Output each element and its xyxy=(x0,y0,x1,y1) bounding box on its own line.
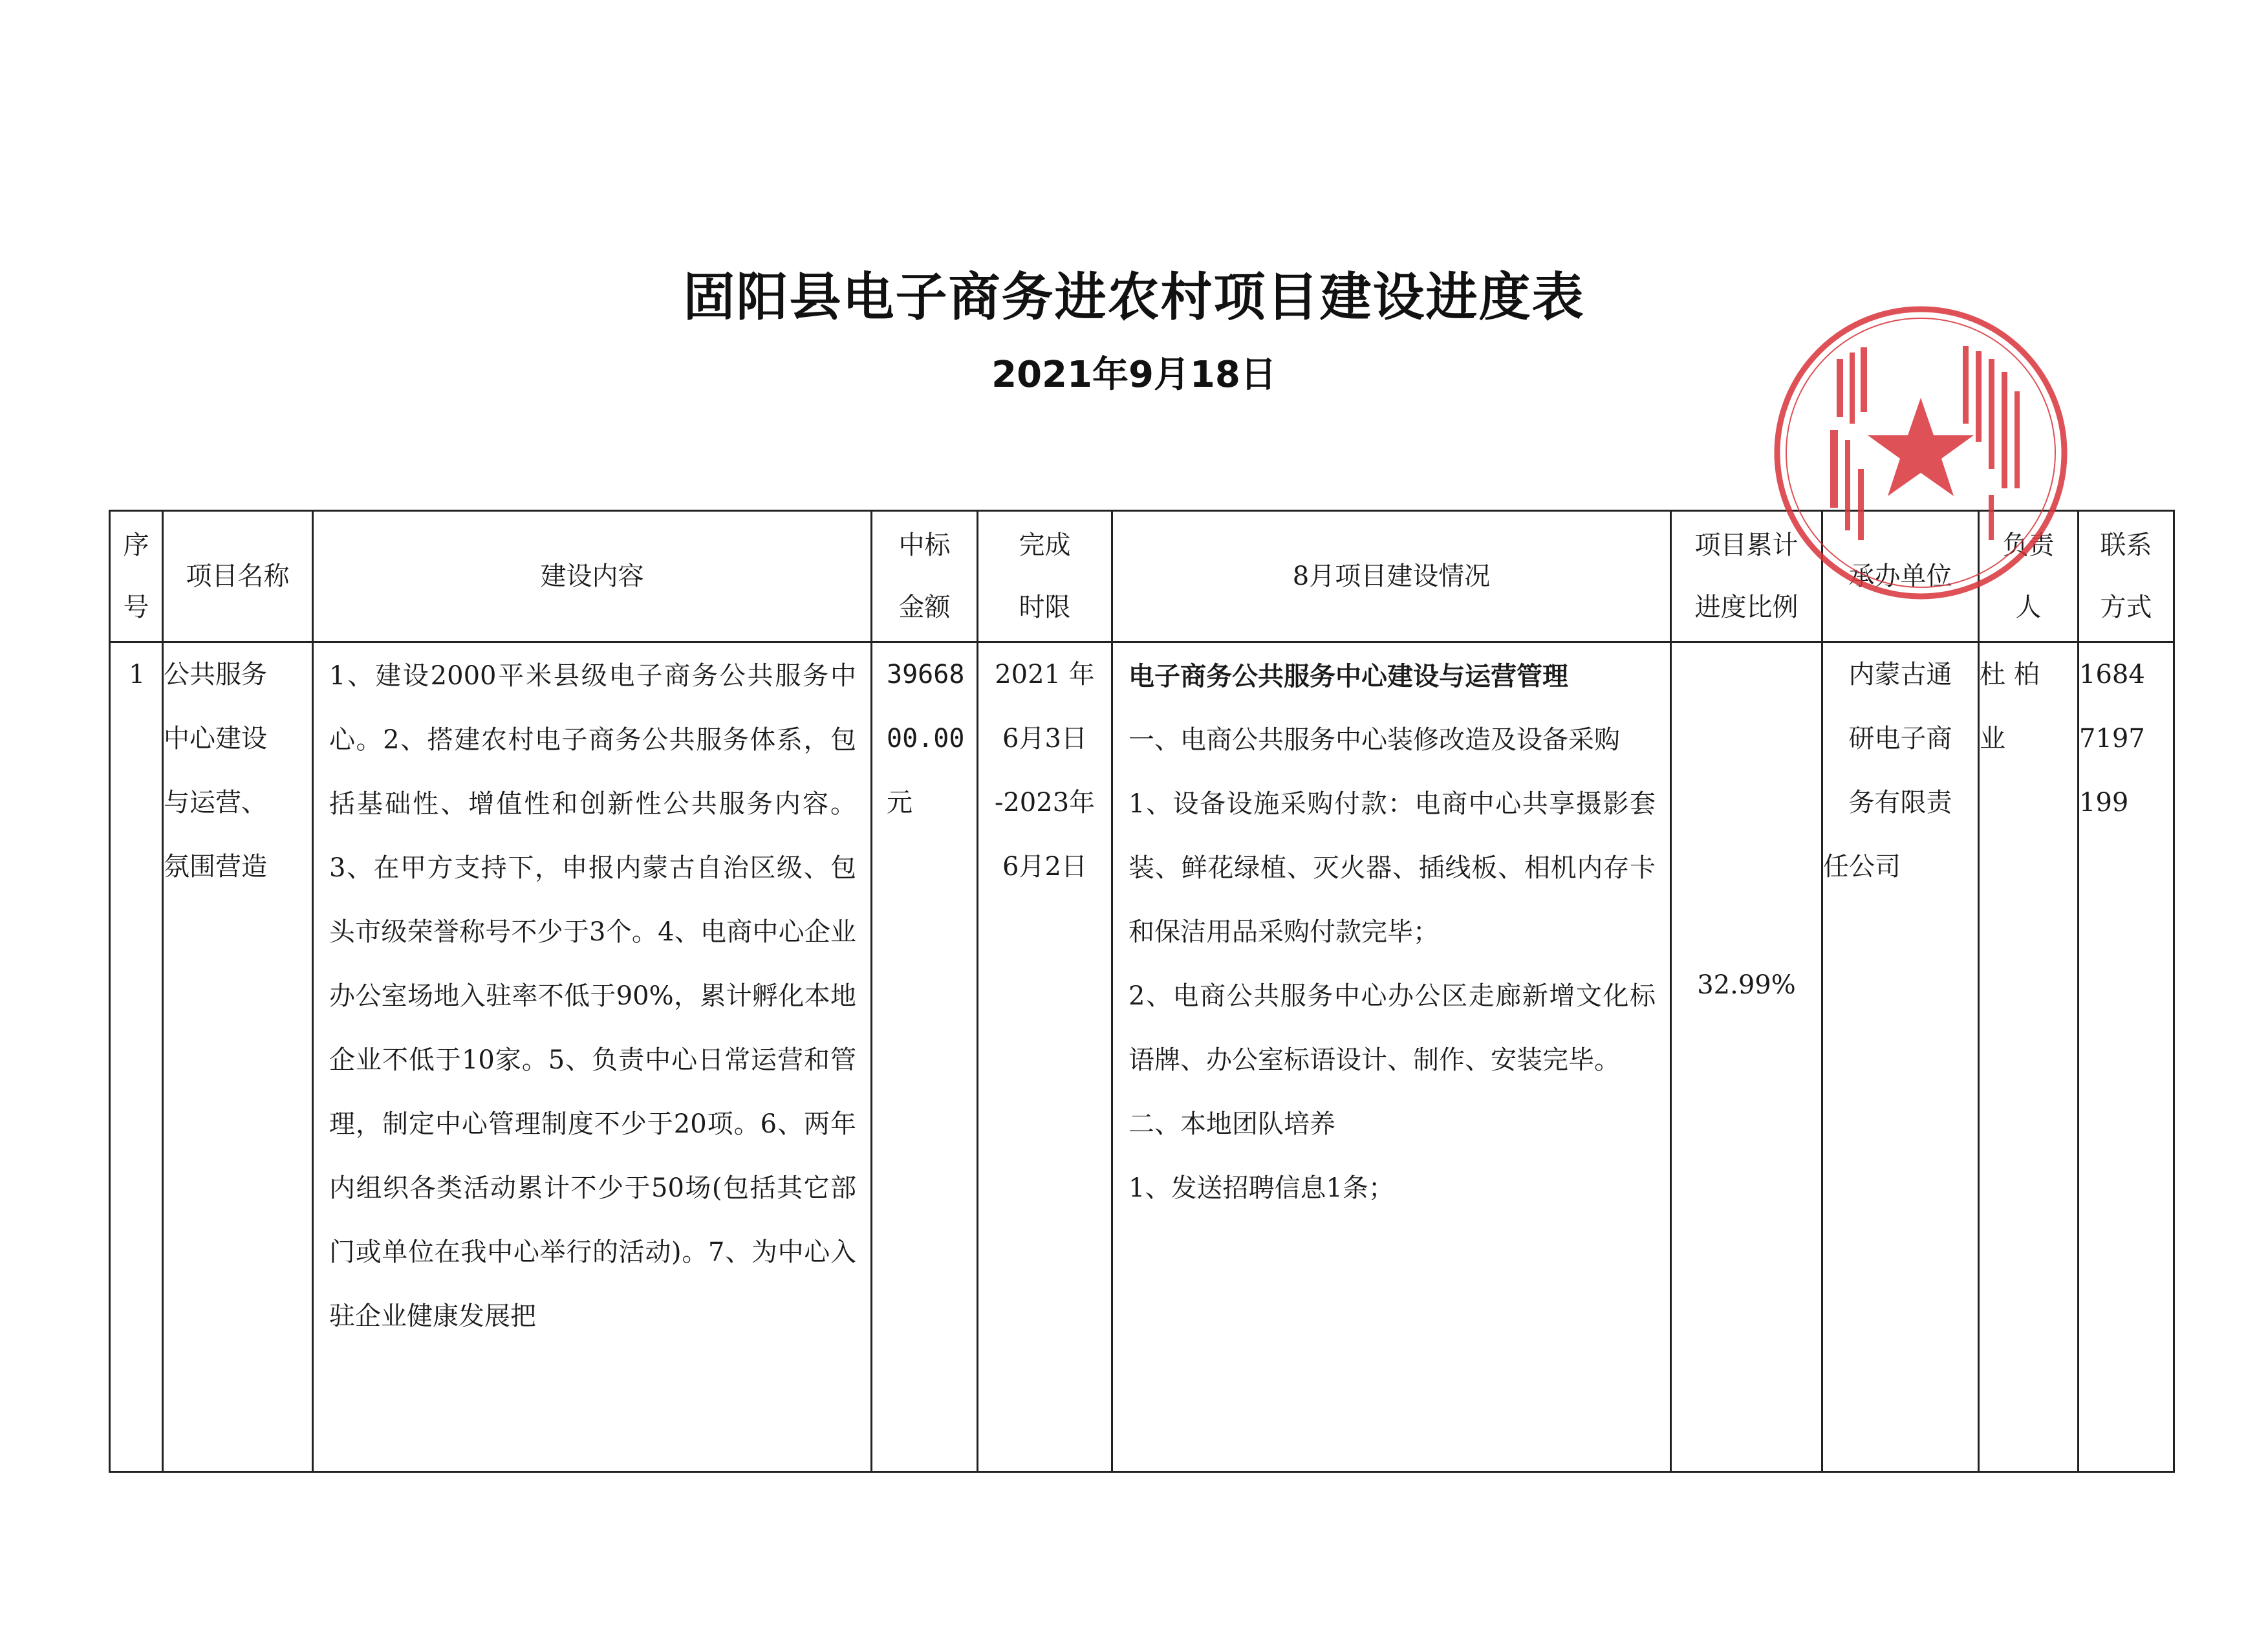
contractor-line: 内蒙古通 xyxy=(1848,660,1952,689)
header-amount-line2: 金额 xyxy=(898,592,951,622)
cell-seq xyxy=(110,642,163,1472)
august-status-block xyxy=(1113,643,1670,1221)
header-progress-line1: 项目累计 xyxy=(1694,530,1798,560)
owner-line: 业 xyxy=(1980,724,2005,754)
table-row xyxy=(110,642,2174,1472)
header-deadline-line1: 完成 xyxy=(1019,530,1071,560)
header-owner-line2: 人 xyxy=(2015,592,2042,622)
header-seq xyxy=(110,511,163,642)
amount-line: 元 xyxy=(887,788,913,818)
seal-star-icon xyxy=(1868,398,1974,496)
project-name-line: 与运营、 xyxy=(164,788,267,818)
header-contact xyxy=(2079,511,2174,642)
cell-contractor xyxy=(1822,642,1979,1472)
august-status-line: 2、电商公共服务中心办公区走廊新增文化标语牌、办公室标语设计、制作、安装完毕。 xyxy=(1129,981,1656,1075)
document-title: 固阳县电子商务进农村项目建设进度表 xyxy=(683,267,1585,327)
contact-line: 199 xyxy=(2079,788,2129,818)
progress-value: 32.99% xyxy=(1697,970,1796,1000)
contact-line: 1684 xyxy=(2079,660,2145,689)
deadline-line: 2021 年 xyxy=(995,660,1095,689)
cell-owner xyxy=(1979,642,2079,1472)
cell-progress xyxy=(1671,642,1822,1472)
contact-line: 7197 xyxy=(2079,724,2145,754)
header-august-status: 8月项目建设情况 xyxy=(1112,511,1671,642)
august-status-line: 一、电商公共服务中心装修改造及设备采购 xyxy=(1129,725,1620,755)
cell-contact xyxy=(2079,642,2174,1472)
deadline-line: 6月3日 xyxy=(1002,724,1087,754)
amount-line: 00.00 xyxy=(887,724,965,754)
seq-value: 1 xyxy=(129,660,146,689)
header-project-name: 项目名称 xyxy=(163,511,313,642)
header-deadline xyxy=(978,511,1112,642)
header-contractor: 承办单位 xyxy=(1822,511,1979,642)
project-name-line: 中心建设 xyxy=(164,724,267,754)
header-contact-line2: 方式 xyxy=(2100,592,2152,622)
deadline-line: -2023年 xyxy=(994,788,1096,818)
header-seq-line2: 号 xyxy=(123,592,149,622)
header-deadline-line2: 时限 xyxy=(1019,592,1071,622)
amount-line: 39668 xyxy=(887,660,965,689)
header-amount-line1: 中标 xyxy=(898,530,951,560)
seal-vertical-script-left xyxy=(1830,347,1867,540)
progress-table xyxy=(109,510,2175,1473)
cell-august-status xyxy=(1112,642,1671,1472)
cell-content xyxy=(313,642,872,1472)
header-progress-line2: 进度比例 xyxy=(1694,592,1798,622)
header-seq-line1: 序 xyxy=(123,530,149,560)
official-seal-stamp xyxy=(1769,301,2073,605)
header-amount xyxy=(872,511,978,642)
august-status-heading: 电子商务公共服务中心建设与运营管理 xyxy=(1129,661,1568,691)
august-status-line: 二、本地团队培养 xyxy=(1129,1109,1335,1139)
owner-line: 杜 柏 xyxy=(1980,660,2040,689)
deadline-line: 6月2日 xyxy=(1002,852,1087,882)
august-status-line: 1、设备设施采购付款：电商中心共享摄影套装、鲜花绿植、灭火器、插线板、相机内存卡和保洁用品采购付款完毕； xyxy=(1129,789,1656,947)
header-owner-line1: 负责 xyxy=(2002,530,2055,560)
contractor-line: 任公司 xyxy=(1823,852,1901,882)
header-contact-line1: 联系 xyxy=(2100,530,2152,560)
august-status-line: 1、发送招聘信息1条； xyxy=(1129,1173,1394,1203)
contractor-line: 研电子商 xyxy=(1848,724,1952,754)
cell-amount xyxy=(872,642,978,1472)
contractor-line: 务有限责 xyxy=(1848,788,1952,818)
header-content: 建设内容 xyxy=(313,511,872,642)
document-date: 2021年9月18日 xyxy=(991,354,1277,396)
content-text: 1、建设2000平米县级电子商务公共服务中心。2、搭建农村电子商务公共服务体系，包括基础性、增值性和创新性公共服务内容。3、在甲方支持下，申报内蒙古自治区级、包头市级荣誉称号不少于3个。4、电商中心企业办公室场地入驻率不低于90%，累计孵化本地企业不低于10家。5、负责中心日常运营和管理，制定中心管理制度不少于20项。6、两年内组织各类活动累计不少于50场(包括其它部门或单位在我中心举行的活动)。7、为中心入驻企业健康发展把 xyxy=(329,661,856,1331)
cell-deadline xyxy=(978,642,1112,1472)
project-name-line: 氛围营造 xyxy=(164,852,267,882)
project-name-line: 公共服务 xyxy=(164,660,267,689)
cell-project-name xyxy=(163,642,313,1472)
seal-vertical-script-right xyxy=(1963,346,2020,540)
